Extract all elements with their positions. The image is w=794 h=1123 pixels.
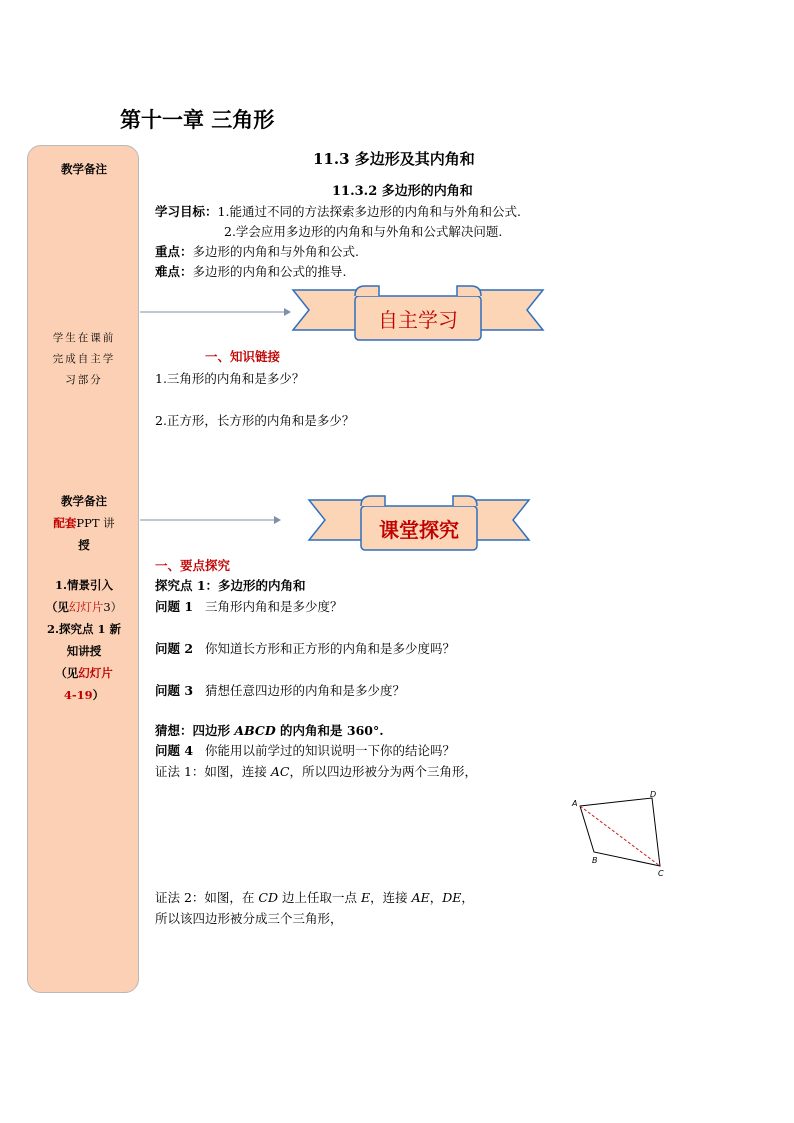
sidebar-red-text: 幻灯片 [78, 666, 113, 680]
sidebar-text: （见 [55, 666, 79, 680]
question-3 [155, 682, 405, 700]
question-label: 问题 4 [155, 743, 194, 758]
question-label: 问题 3 [155, 683, 194, 698]
sidebar-red-text: 配套 [53, 516, 77, 530]
sidebar-note-line: 习部分 [65, 374, 103, 386]
sidebar-item-ref [28, 662, 140, 684]
question-text: 三角形内角和是多少度？ [204, 599, 343, 614]
question-4 [155, 742, 455, 760]
vertex-c-label: C [658, 869, 664, 878]
key-point [155, 243, 359, 261]
quadrilateral-figure [566, 786, 674, 880]
proof-text: ， [429, 890, 443, 905]
goal-text: 1.能通过不同的方法探索多边形的内角和与外角和公式. [217, 204, 521, 219]
diff-label: 难点： [155, 264, 193, 279]
sidebar-item-ref [28, 684, 140, 706]
proof-2-line2: 所以该四边形被分成三个三角形， [155, 911, 343, 926]
conjecture-text: 猜想：四边形 [155, 723, 231, 738]
section-title: 11.3 多边形及其内角和 [313, 150, 475, 168]
sidebar-red-text: 4-19 [63, 688, 93, 702]
sidebar-ppt-line [28, 512, 140, 534]
sidebar-text: ） [92, 688, 105, 702]
vertex-d-label: D [650, 790, 657, 799]
sidebar-item: 1.情景引入 [54, 578, 113, 592]
learning-goal-1 [155, 203, 521, 221]
conjecture-quad: ABCD [234, 723, 276, 738]
key-text: 多边形的内角和与外角和公式. [192, 244, 359, 259]
proof-text: ，连接 [370, 890, 412, 905]
proof-point: E [360, 890, 371, 905]
proof-segment: CD [258, 890, 278, 905]
banner-class-explore-label: 课堂探究 [379, 518, 459, 542]
key-explore-heading: 一、要点探究 [155, 558, 231, 573]
proof-segment: AE [411, 890, 430, 905]
question-text: 猜想任意四边形的内角和是多少度？ [204, 683, 405, 698]
sidebar-text: 授 [78, 538, 90, 552]
banner-self-study-label: 自主学习 [378, 308, 458, 332]
question-text: 你能用以前学过的知识说明一下你的结论吗？ [204, 743, 455, 758]
vertex-b-label: B [592, 856, 598, 865]
arrow-line [140, 306, 292, 318]
question-line: 2.正方形，长方形的内角和是多少？ [155, 413, 355, 428]
sidebar-red-text: 幻灯片 [68, 600, 104, 614]
sidebar-item: 知讲授 [66, 644, 102, 658]
proof-segment: AC [270, 764, 290, 779]
sidebar-note-title: 教学备注 [61, 494, 107, 508]
proof-text: 证法 1：如图，连接 [155, 764, 271, 779]
proof-text: ，所以四边形被分为两个三角形， [289, 764, 478, 779]
sidebar-item-ref [28, 596, 140, 618]
banner-class-explore [307, 492, 531, 554]
sidebar-text: 3） [103, 600, 123, 614]
question-1 [155, 598, 343, 616]
proof-1 [155, 763, 477, 781]
banner-self-study [291, 284, 545, 342]
key-label: 重点： [155, 244, 193, 259]
question-label: 问题 1 [155, 599, 194, 614]
knowledge-link-heading: 一、知识链接 [205, 349, 281, 364]
question-label: 问题 2 [155, 641, 194, 656]
explore-point-label: 探究点 1：多边形的内角和 [155, 578, 306, 593]
proof-text: 边上任取一点 [278, 890, 361, 905]
question-line: 1.三角形的内角和是多少？ [155, 371, 305, 386]
proof-segment: DE [442, 890, 462, 905]
learning-goal-2: 2.学会应用多边形的内角和与外角和公式解决问题. [224, 224, 503, 239]
question-text: 你知道长方形和正方形的内角和是多少度吗？ [204, 641, 455, 656]
teaching-notes-sidebar [27, 145, 139, 993]
goals-label: 学习目标： [155, 204, 218, 219]
question-2 [155, 640, 455, 658]
proof-2 [155, 889, 474, 907]
sidebar-text: PPT 讲 [76, 516, 115, 530]
conjecture-text: 的内角和是 360°. [280, 723, 384, 738]
sidebar-note-line: 完成自主学 [52, 353, 116, 365]
proof-text: ， [461, 890, 474, 905]
difficult-point [155, 263, 347, 281]
conjecture-line [155, 722, 384, 740]
sidebar-note-title: 教学备注 [61, 162, 107, 176]
subsection-title: 11.3.2 多边形的内角和 [332, 184, 473, 199]
proof-text: 证法 2：如图，在 [155, 890, 259, 905]
sidebar-item: 2.探究点 1 新 [46, 622, 121, 636]
chapter-title: 第十一章 三角形 [120, 107, 275, 132]
arrow-line [140, 514, 282, 526]
sidebar-note-line: 学生在课前 [52, 332, 116, 344]
vertex-a-label: A [572, 799, 578, 808]
sidebar-text: （见 [45, 600, 69, 614]
diff-text: 多边形的内角和公式的推导. [192, 264, 347, 279]
